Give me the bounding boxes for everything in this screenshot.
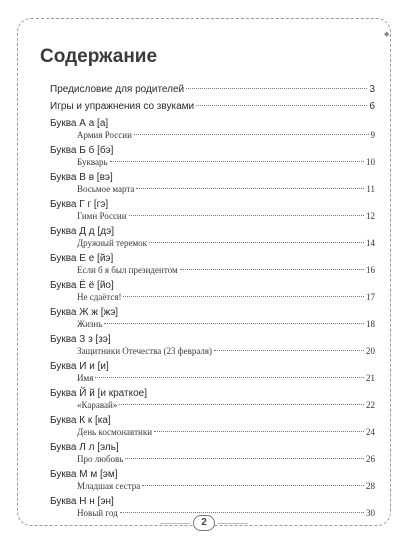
letter-entry [50,388,375,415]
entry-title: Если б я был президентом [77,265,178,275]
entry-page-number: 20 [366,346,375,356]
toc-letter-subentry[interactable] [50,454,375,466]
dot-leader [149,242,364,243]
letter-entries [50,118,375,523]
toc-letter-subentry[interactable] [50,130,375,142]
table-of-contents [50,84,375,523]
footer-divider-right [218,523,248,525]
entry-page-number: 28 [366,481,375,491]
entry-title: Предисловие для родителей [50,84,185,95]
letter-heading: Буква В в [вэ] [50,172,113,183]
dot-leader [136,188,364,189]
dot-leader [180,269,364,270]
page-number: 2 [193,515,215,531]
dot-leader [110,161,364,162]
entry-page-number: 11 [366,184,375,194]
letter-heading: Буква Ж ж [жэ] [50,307,119,318]
entry-title: Новый год [77,508,118,518]
entry-title: Жизнь [77,319,103,329]
entry-page-number: 18 [366,319,375,329]
entry-page-number: 6 [369,101,375,112]
entry-page-number: 22 [366,400,375,410]
letter-entry [50,334,375,361]
entry-title: Имя [77,373,94,383]
entry-title: Не сдаётся! [77,292,122,302]
entry-title: Младшая сестра [77,481,141,491]
letter-heading: Буква Б б [бэ] [50,145,114,156]
letter-heading: Буква М м [эм] [50,469,118,480]
entry-page-number: 10 [366,157,375,167]
letter-entry [50,253,375,280]
entry-page-number: 30 [366,508,375,518]
letter-heading: Буква Л л [эль] [50,442,119,453]
entry-page-number: 16 [366,265,375,275]
letter-entry [50,226,375,253]
entry-page-number: 12 [366,211,375,221]
letter-entry [50,172,375,199]
letter-heading: Буква Ё ё [йо] [50,280,114,291]
toc-top-entry[interactable] [50,101,375,113]
dot-leader [95,377,364,378]
dot-leader [125,458,364,459]
letter-entry [50,361,375,388]
toc-letter-subentry[interactable] [50,319,375,331]
entry-title: День космонавтики [77,427,153,437]
dot-leader [119,404,364,405]
dot-leader [104,323,364,324]
entry-title: Дружный теремок [77,238,148,248]
toc-letter-subentry[interactable] [50,427,375,439]
letter-entry [50,145,375,172]
entry-title: Защитники Отечества (23 февраля) [77,346,213,356]
entry-page-number: 17 [366,292,375,302]
dot-leader [214,350,364,351]
toc-letter-subentry[interactable] [50,184,375,196]
entry-page-number: 26 [366,454,375,464]
entry-title: Восьмое марта [77,184,135,194]
letter-heading: Буква Й й [и краткое] [50,388,147,399]
dot-leader [123,296,364,297]
toc-letter-subentry[interactable] [50,400,375,412]
toc-letter-subentry[interactable] [50,292,375,304]
letter-heading: Буква Н н [эн] [50,496,114,507]
entry-page-number: 14 [366,238,375,248]
footer-divider-left [160,523,190,525]
entry-page-number: 3 [369,84,375,95]
page-title: Содержание [40,46,158,67]
letter-heading: Буква Г г [гэ] [50,199,109,210]
toc-letter-subentry[interactable] [50,346,375,358]
entry-title: «Каравай» [77,400,118,410]
toc-top-entry[interactable] [50,84,375,96]
entry-title: Про любовь [77,454,124,464]
dot-leader [154,431,364,432]
letter-entry [50,415,375,442]
toc-letter-subentry[interactable] [50,265,375,277]
letter-entry [50,118,375,145]
letter-heading: Буква Е е [йэ] [50,253,114,264]
toc-letter-subentry[interactable] [50,211,375,223]
entry-title: Армия России [77,130,132,140]
entry-page-number: 24 [366,427,375,437]
dot-leader [196,105,367,106]
letter-heading: Буква Д д [дэ] [50,226,115,237]
toc-letter-subentry[interactable] [50,238,375,250]
letter-heading: Буква А а [а] [50,118,109,129]
entry-title: Гимн России [77,211,127,221]
dot-leader [142,485,364,486]
letter-entry [50,199,375,226]
dot-leader [186,88,367,89]
letter-heading: Буква К к [ка] [50,415,111,426]
letter-entry [50,307,375,334]
toc-letter-subentry[interactable] [50,481,375,493]
dot-leader [120,512,364,513]
entry-title: Букварь [77,157,108,167]
dot-leader [129,215,364,216]
toc-letter-subentry[interactable] [50,157,375,169]
entry-page-number: 21 [366,373,375,383]
entry-page-number: 9 [370,130,375,140]
letter-heading: Буква З з [зэ] [50,334,111,345]
letter-entry [50,469,375,496]
corner-mark-icon: ◆ [384,31,390,38]
letter-entry [50,442,375,469]
top-entries [50,84,375,113]
letter-entry [50,280,375,307]
entry-title: Игры и упражнения со звуками [50,101,195,112]
dot-leader [134,134,369,135]
toc-letter-subentry[interactable] [50,373,375,385]
letter-heading: Буква И и [и] [50,361,109,372]
